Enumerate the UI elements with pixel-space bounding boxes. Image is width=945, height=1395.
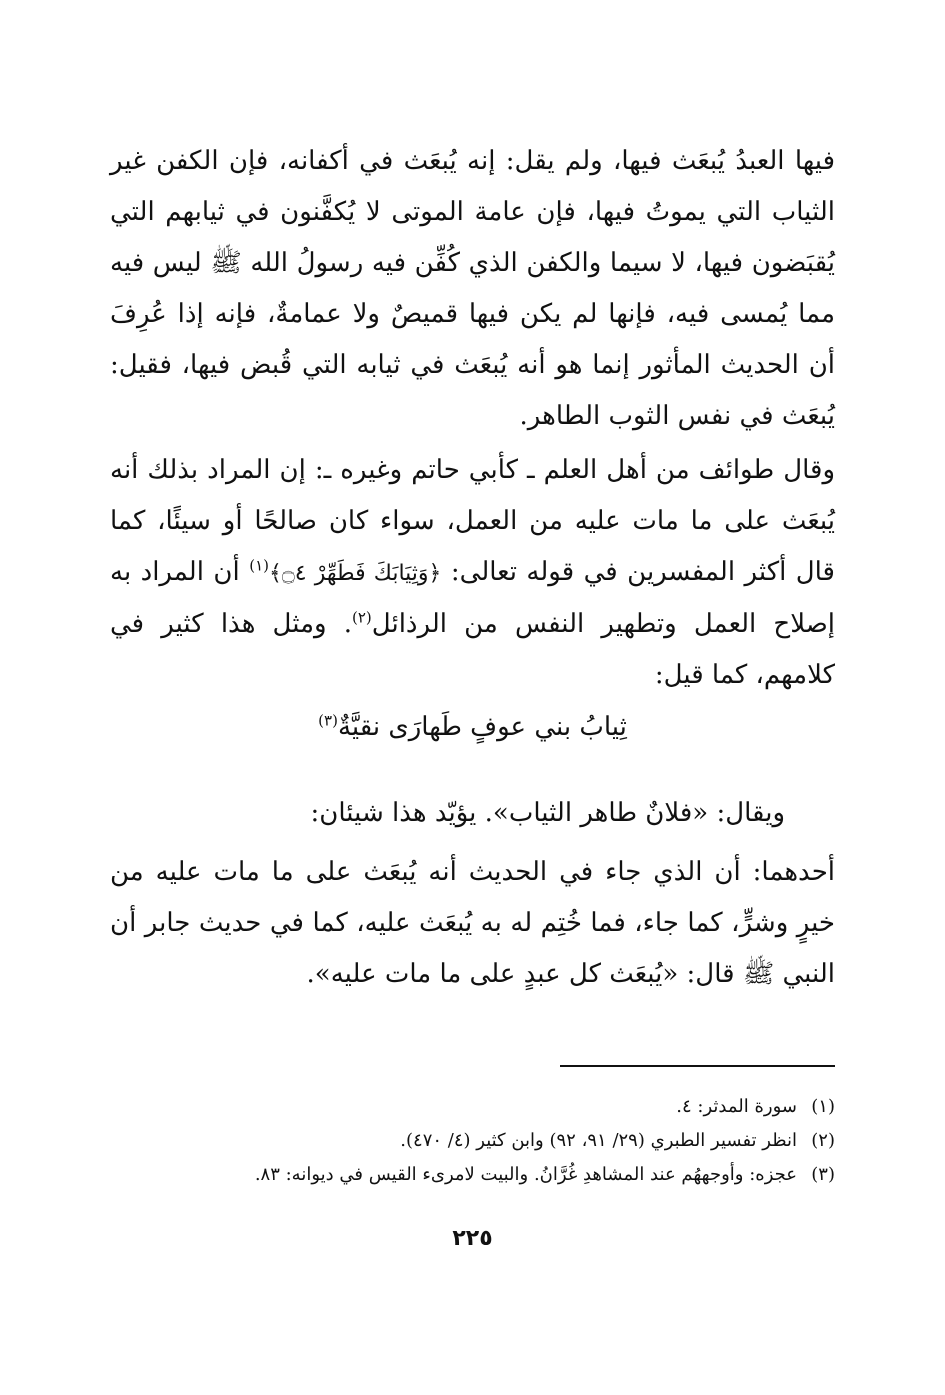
- footnote-ref-3[interactable]: (٣): [318, 711, 338, 730]
- footnote-divider: [560, 1065, 835, 1067]
- paragraph-2-line-3: سيئًا، كما قال أكثر المفسرين في قوله تعالى:: [110, 506, 835, 587]
- paragraph-2-line-1: وقال طوائف من أهل العلم ـ كأبي حاتم وغيره ـ: إن المراد: [207, 455, 835, 485]
- footnote-text: سورة المدثر: ٤.: [676, 1096, 797, 1117]
- footnote-number: (٣): [811, 1164, 835, 1185]
- paragraph-1-line-6: فيها، فقيل: يُبعَث في نفس الثوب الطاهر.: [110, 350, 835, 431]
- poetry-verse: [110, 702, 835, 752]
- paragraph-1: [110, 136, 835, 442]
- paragraph-4: [110, 847, 835, 1000]
- footnote-2: [110, 1124, 835, 1158]
- paragraph-4-line-2: عليه من خيرٍ وشرٍّ، كما جاء، فما خُتِم له به يُبعَث عليه، كما في: [110, 857, 835, 938]
- paragraph-3: ويقال: «فلانٌ طاهر الثياب». يؤيّد هذا شيئان:: [310, 798, 785, 828]
- poetry-verse-text: ثِيابُ بني عوفٍ طَهارَى نقيَّةٌ: [337, 712, 627, 742]
- paragraph-4-line-1: أحدهما: أن الذي جاء في الحديث أنه يُبعَث على ما مات: [213, 857, 835, 887]
- footnote-number: (٢): [811, 1130, 835, 1151]
- paragraph-1-line-2: غير الثياب التي يموتُ فيها، فإن عامة الموتى لا يُكفَّنون في ثيابهم: [110, 146, 835, 227]
- page-number: ٢٢٥: [452, 1226, 493, 1251]
- paragraph-1-line-1: فيها العبدُ يُبعَث فيها، ولم يقل: إنه يُبعَث في أكفانه، فإن الكفن: [156, 146, 835, 176]
- paragraph-1-line-5: إذا عُرِفَ أن الحديث المأثور إنما هو أنه يُبعَث في ثيابه التي قُبض: [110, 299, 836, 380]
- footnote-3: [110, 1158, 835, 1192]
- footnote-number: (١): [811, 1096, 835, 1117]
- paragraph-2-line-2: بذلك أنه يُبعَث على ما مات عليه من العمل، سواء كان صالحًا أو: [110, 455, 836, 536]
- footnote-1: [110, 1090, 835, 1124]
- paragraph-2-line-4-end: . ومثل هذا: [220, 609, 352, 639]
- paragraph-4-line-3: حديث جابر أن النبي ﷺ قال: «يُبعَث كل عبدٍ على ما مات عليه».: [110, 908, 835, 989]
- paragraph-2: [110, 445, 835, 701]
- paragraph-2-line-5: كثير في كلامهم، كما قيل:: [110, 609, 835, 690]
- footnote-text: انظر تفسير الطبري (٢٩/ ٩١، ٩٢) وابن كثير (٤/ ٤٧٠).: [400, 1130, 797, 1151]
- paragraph-2-line-4: أن المراد به إصلاح العمل وتطهير النفس من الرذائل: [110, 557, 836, 639]
- footnote-ref-1[interactable]: (١): [249, 556, 269, 575]
- paragraph-1-line-3: التي يُقبَضون فيها، لا سيما والكفن الذي كُفِّن فيه رسولُ الله ﷺ: [110, 197, 835, 278]
- paragraph-1-line-4: ليس فيه مما يُمسى فيه، فإنها لم يكن فيها قميصٌ ولا عمامةٌ، فإنه: [110, 248, 836, 329]
- footnotes: [110, 1090, 835, 1192]
- quran-verse: ﴿وَثِيَابَكَ فَطَهِّرْ ۝٤﴾: [268, 561, 442, 586]
- footnote-text: عجزه: وأوجههُم عند المشاهدِ غُرَّانُ. والبيت لامرىء القيس في ديوانه: ٨٣.: [254, 1164, 797, 1185]
- footnote-ref-2[interactable]: (٢): [351, 608, 372, 627]
